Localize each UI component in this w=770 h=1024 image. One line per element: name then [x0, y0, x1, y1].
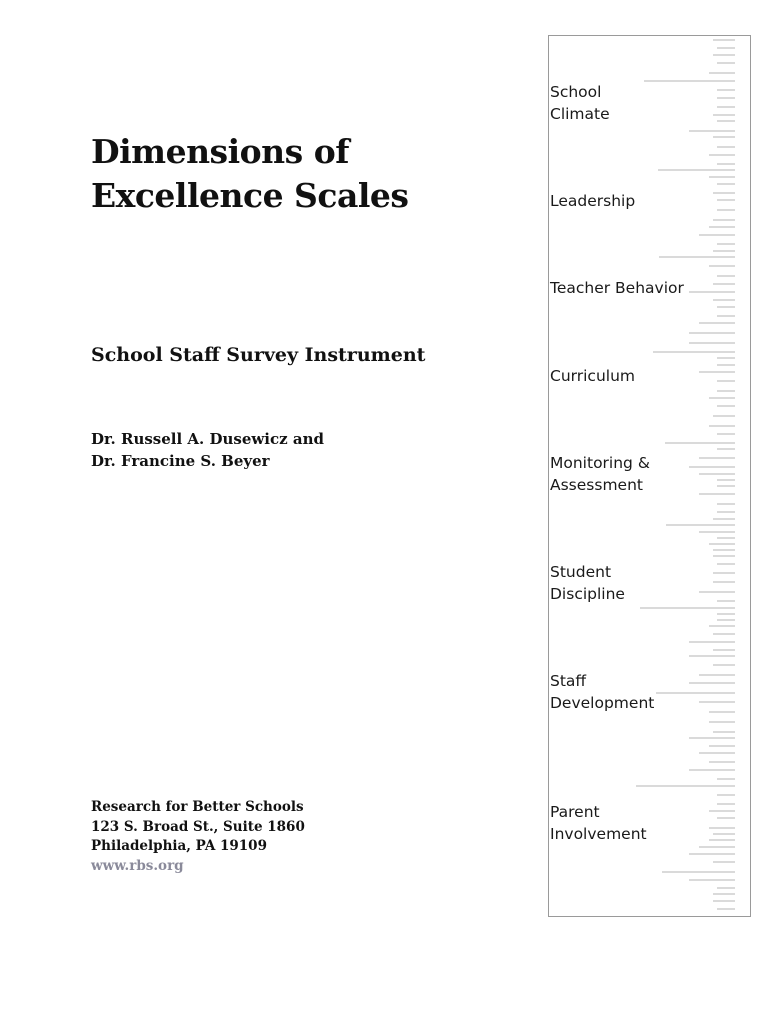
- dimension-leadership: [550, 190, 635, 212]
- dimension-student-discipline: [550, 561, 625, 605]
- authors-block: [91, 428, 324, 472]
- dimension-staff-development: [550, 670, 654, 714]
- author-line: Dr. Francine S. Beyer: [91, 452, 270, 470]
- title-line-1: Dimensions of: [91, 132, 349, 171]
- author-line: Dr. Russell A. Dusewicz and: [91, 430, 324, 448]
- dimension-label: Involvement: [550, 825, 647, 843]
- title-line-2: Excellence Scales: [91, 176, 409, 215]
- dimensions-scale-panel: [548, 35, 751, 917]
- website-link[interactable]: www.rbs.org: [91, 857, 184, 874]
- dimension-label: Teacher Behavior: [550, 279, 684, 297]
- dimension-label: Parent: [550, 803, 600, 821]
- organization-city: Philadelphia, PA 19109: [91, 838, 267, 854]
- dimension-teacher-behavior: [550, 277, 684, 299]
- dimension-curriculum: [550, 365, 635, 387]
- dimension-label: Student: [550, 563, 612, 581]
- dimension-parent-involvement: [550, 801, 647, 845]
- dimension-label: Development: [550, 694, 655, 712]
- dimension-label: Staff: [550, 672, 587, 690]
- document-title: [91, 130, 408, 218]
- organization-address: [91, 798, 305, 876]
- dimension-label: Climate: [550, 105, 610, 123]
- dimension-label: Monitoring &: [550, 454, 650, 472]
- dimension-label: School: [550, 83, 602, 101]
- dimension-label: Discipline: [550, 585, 625, 603]
- dimension-label: Assessment: [550, 476, 643, 494]
- dimension-monitoring-assessment: [550, 452, 650, 496]
- dimension-school-climate: [550, 81, 610, 125]
- dimension-label: Curriculum: [550, 367, 636, 385]
- organization-street: 123 S. Broad St., Suite 1860: [91, 818, 305, 835]
- dimension-label: Leadership: [550, 192, 636, 210]
- organization-name: Research for Better Schools: [91, 799, 304, 815]
- document-subtitle: School Staff Survey Instrument: [91, 344, 426, 366]
